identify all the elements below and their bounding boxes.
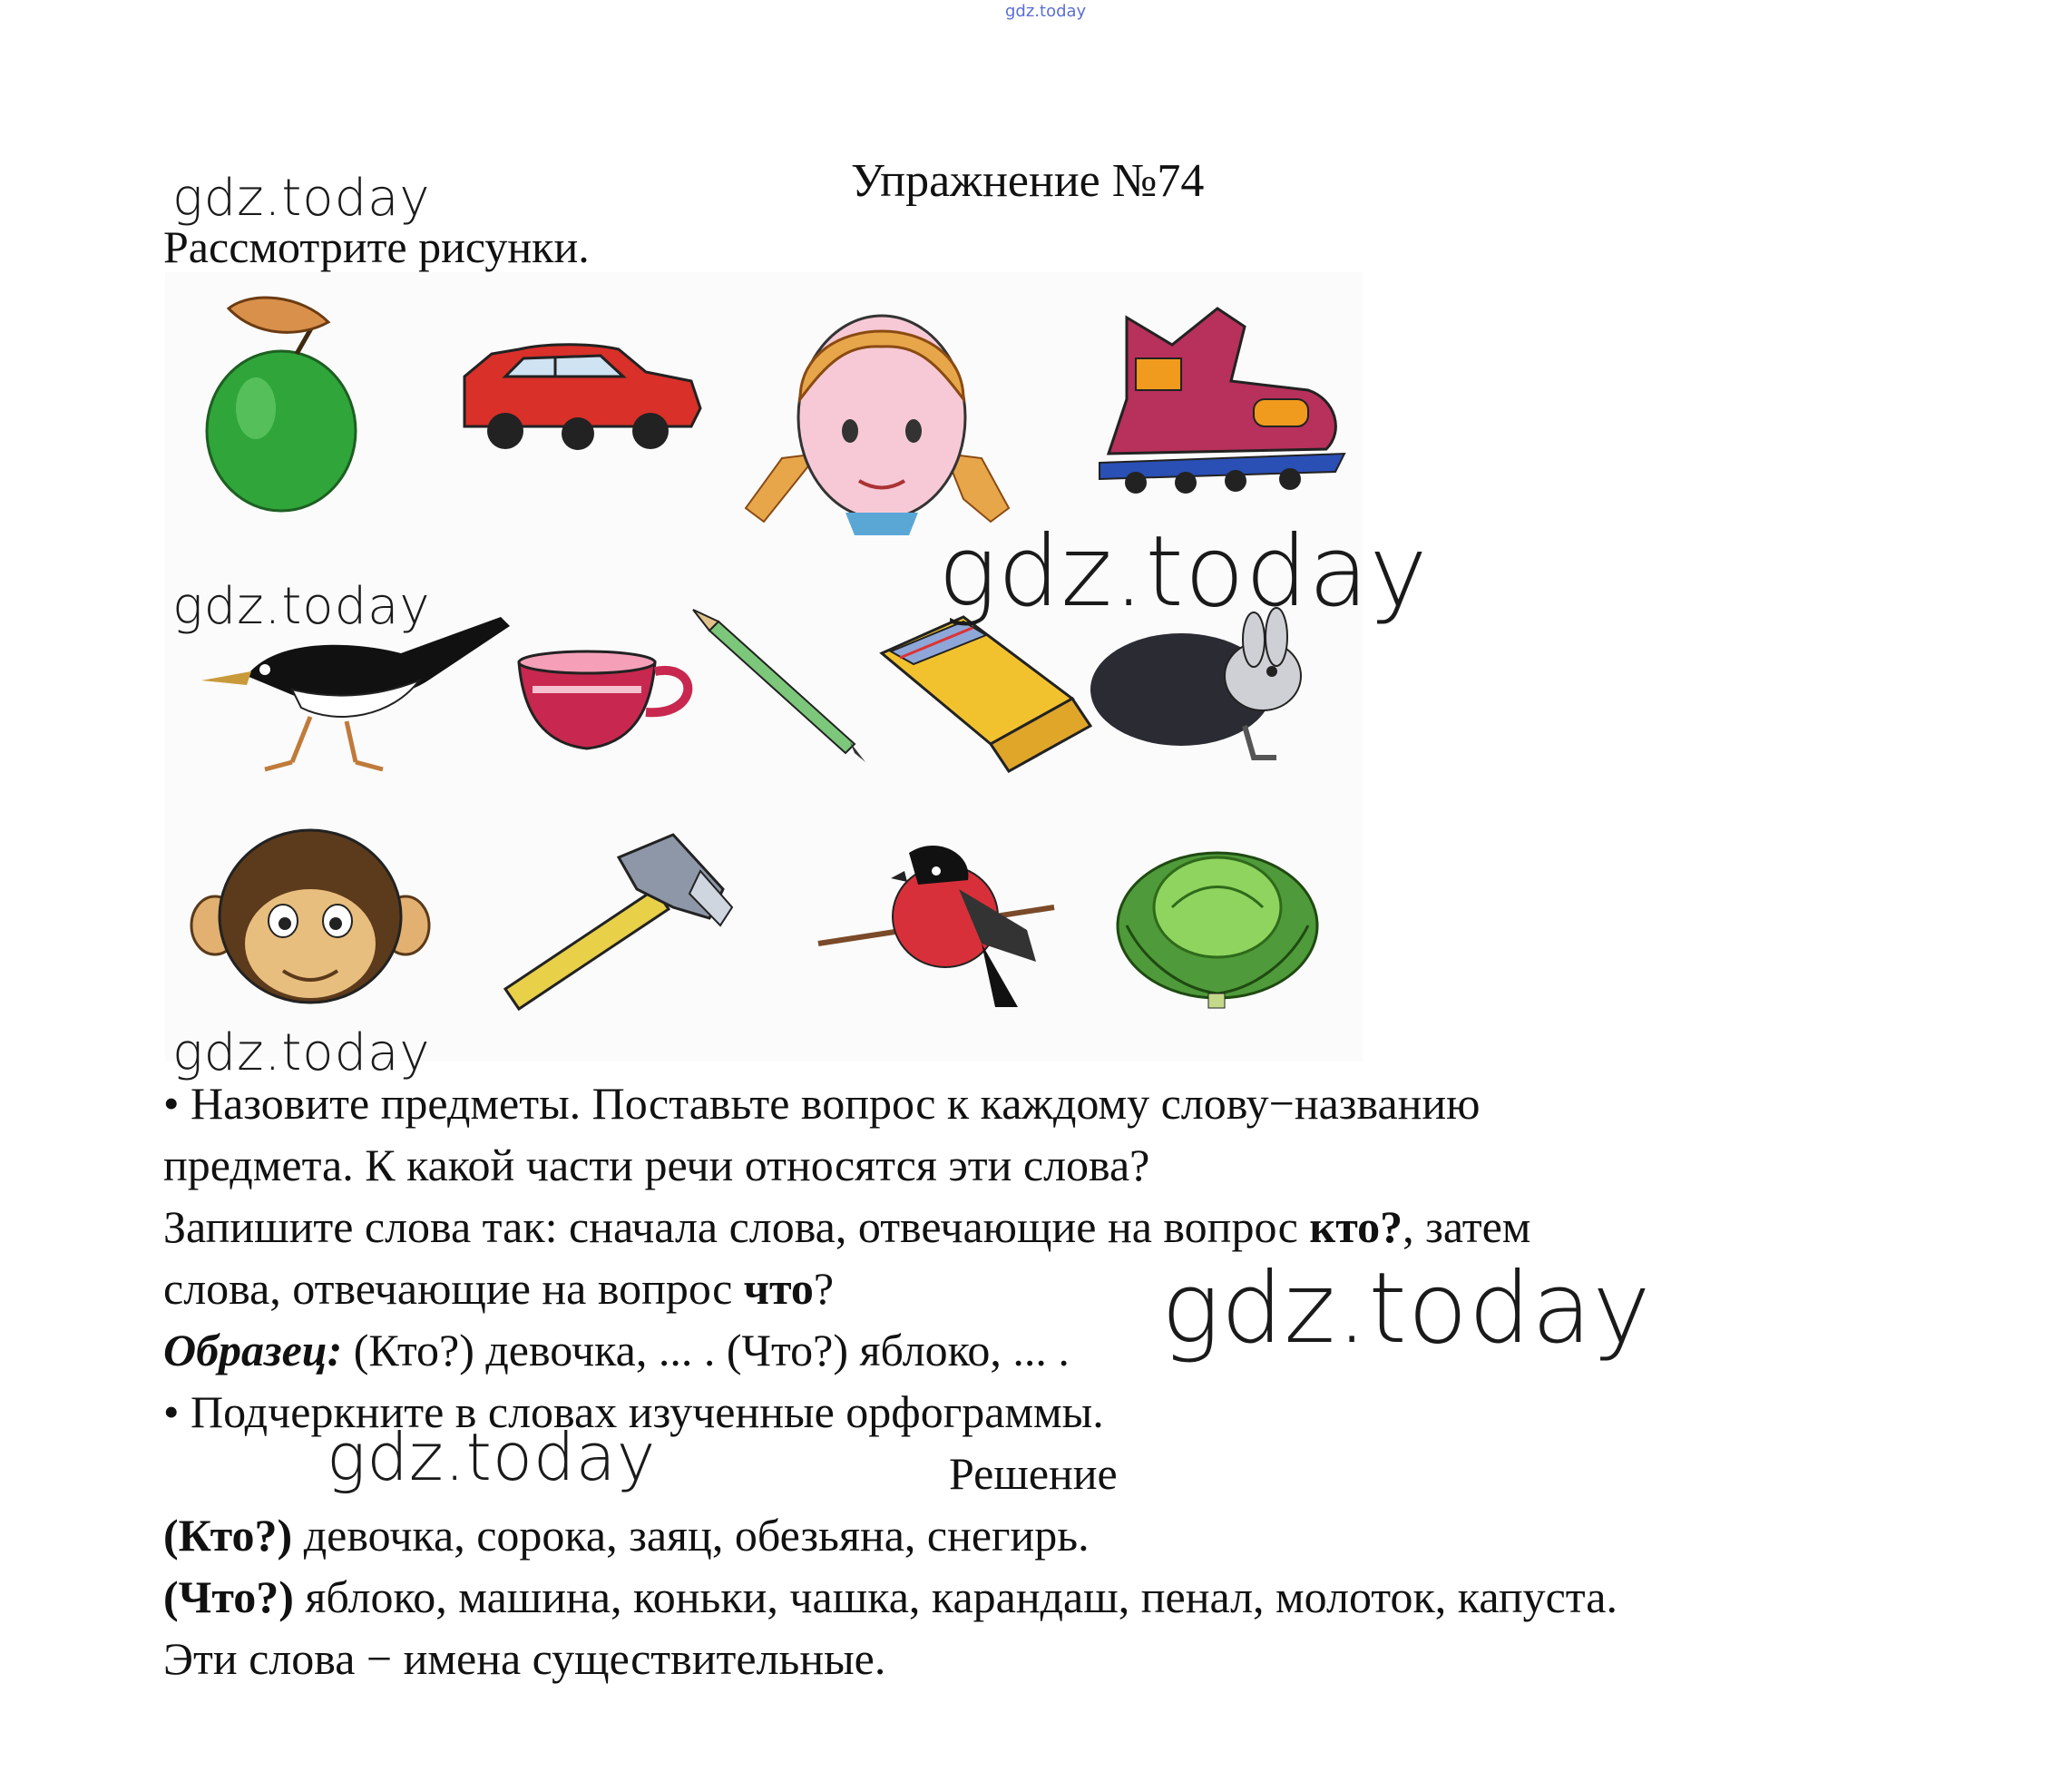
monkey-face-icon [191,830,429,1003]
task-line-4 [163,1258,834,1319]
sample-label: Образец: [163,1325,343,1375]
who-text: девочка, сорока, заяц, обезьяна, снегирь. [292,1510,1090,1561]
pictures-svg [165,272,1363,1062]
header-watermark: gdz.today [1005,2,1087,21]
pencil-case-icon [882,617,1090,771]
solution-heading: Решение [949,1448,1118,1499]
girl-face-icon [746,316,1009,535]
task-line-3-end: , затем [1403,1201,1531,1252]
exercise-title: Упражнение №74 [851,155,1205,207]
watermark: gdz.today [172,577,431,636]
bullfinch-icon [818,846,1054,1007]
hammer-icon [505,835,732,1009]
task-line-2: предмета. К какой части речи относятся эти слова? [163,1140,1150,1190]
solution-conclusion: Эти слова − имена существительные. [163,1633,886,1684]
what-label: (Что?) [163,1571,294,1622]
watermark: gdz.today [172,169,431,228]
task-line-3-text: Запишите слова так: сначала слова, отвечающие на вопрос [163,1201,1310,1252]
cup-icon [519,651,688,749]
task-line-4-text: слова, отвечающие на вопрос [163,1263,744,1314]
hare-icon [1090,608,1301,758]
sample-line [163,1319,1070,1381]
task-line-4-end: ? [813,1263,835,1314]
who-label: (Кто?) [163,1510,293,1561]
task-line-1: • Назовите предметы. Поставьте вопрос к каждому слову−названию [163,1078,1481,1129]
magpie-icon [201,617,510,769]
car-icon [464,345,700,450]
intro-text: Рассмотрите рисунки. [163,221,590,272]
watermark: gdz.today [327,1419,657,1495]
cabbage-icon [1118,853,1317,1008]
watermark: gdz.today [1161,1252,1652,1365]
solution-who [163,1504,1090,1566]
pencil-icon [693,610,865,762]
watermark: gdz.today [172,1023,431,1082]
watermark: gdz.today [938,515,1429,629]
skate-icon [1100,308,1344,494]
question-who: кто? [1309,1201,1403,1252]
apple-icon [207,298,356,511]
sample-text: (Кто?) девочка, ... . (Что?) яблоко, ... . [342,1325,1070,1375]
what-text: яблоко, машина, коньки, чашка, карандаш, пенал, молоток, капуста. [293,1571,1618,1622]
task-line-6: • Подчеркните в словах изученные орфограммы. [163,1386,1104,1437]
task-line-3 [163,1196,1530,1258]
picture-panel [165,272,1363,1062]
question-what: что [743,1263,814,1314]
solution-what [163,1566,1618,1628]
